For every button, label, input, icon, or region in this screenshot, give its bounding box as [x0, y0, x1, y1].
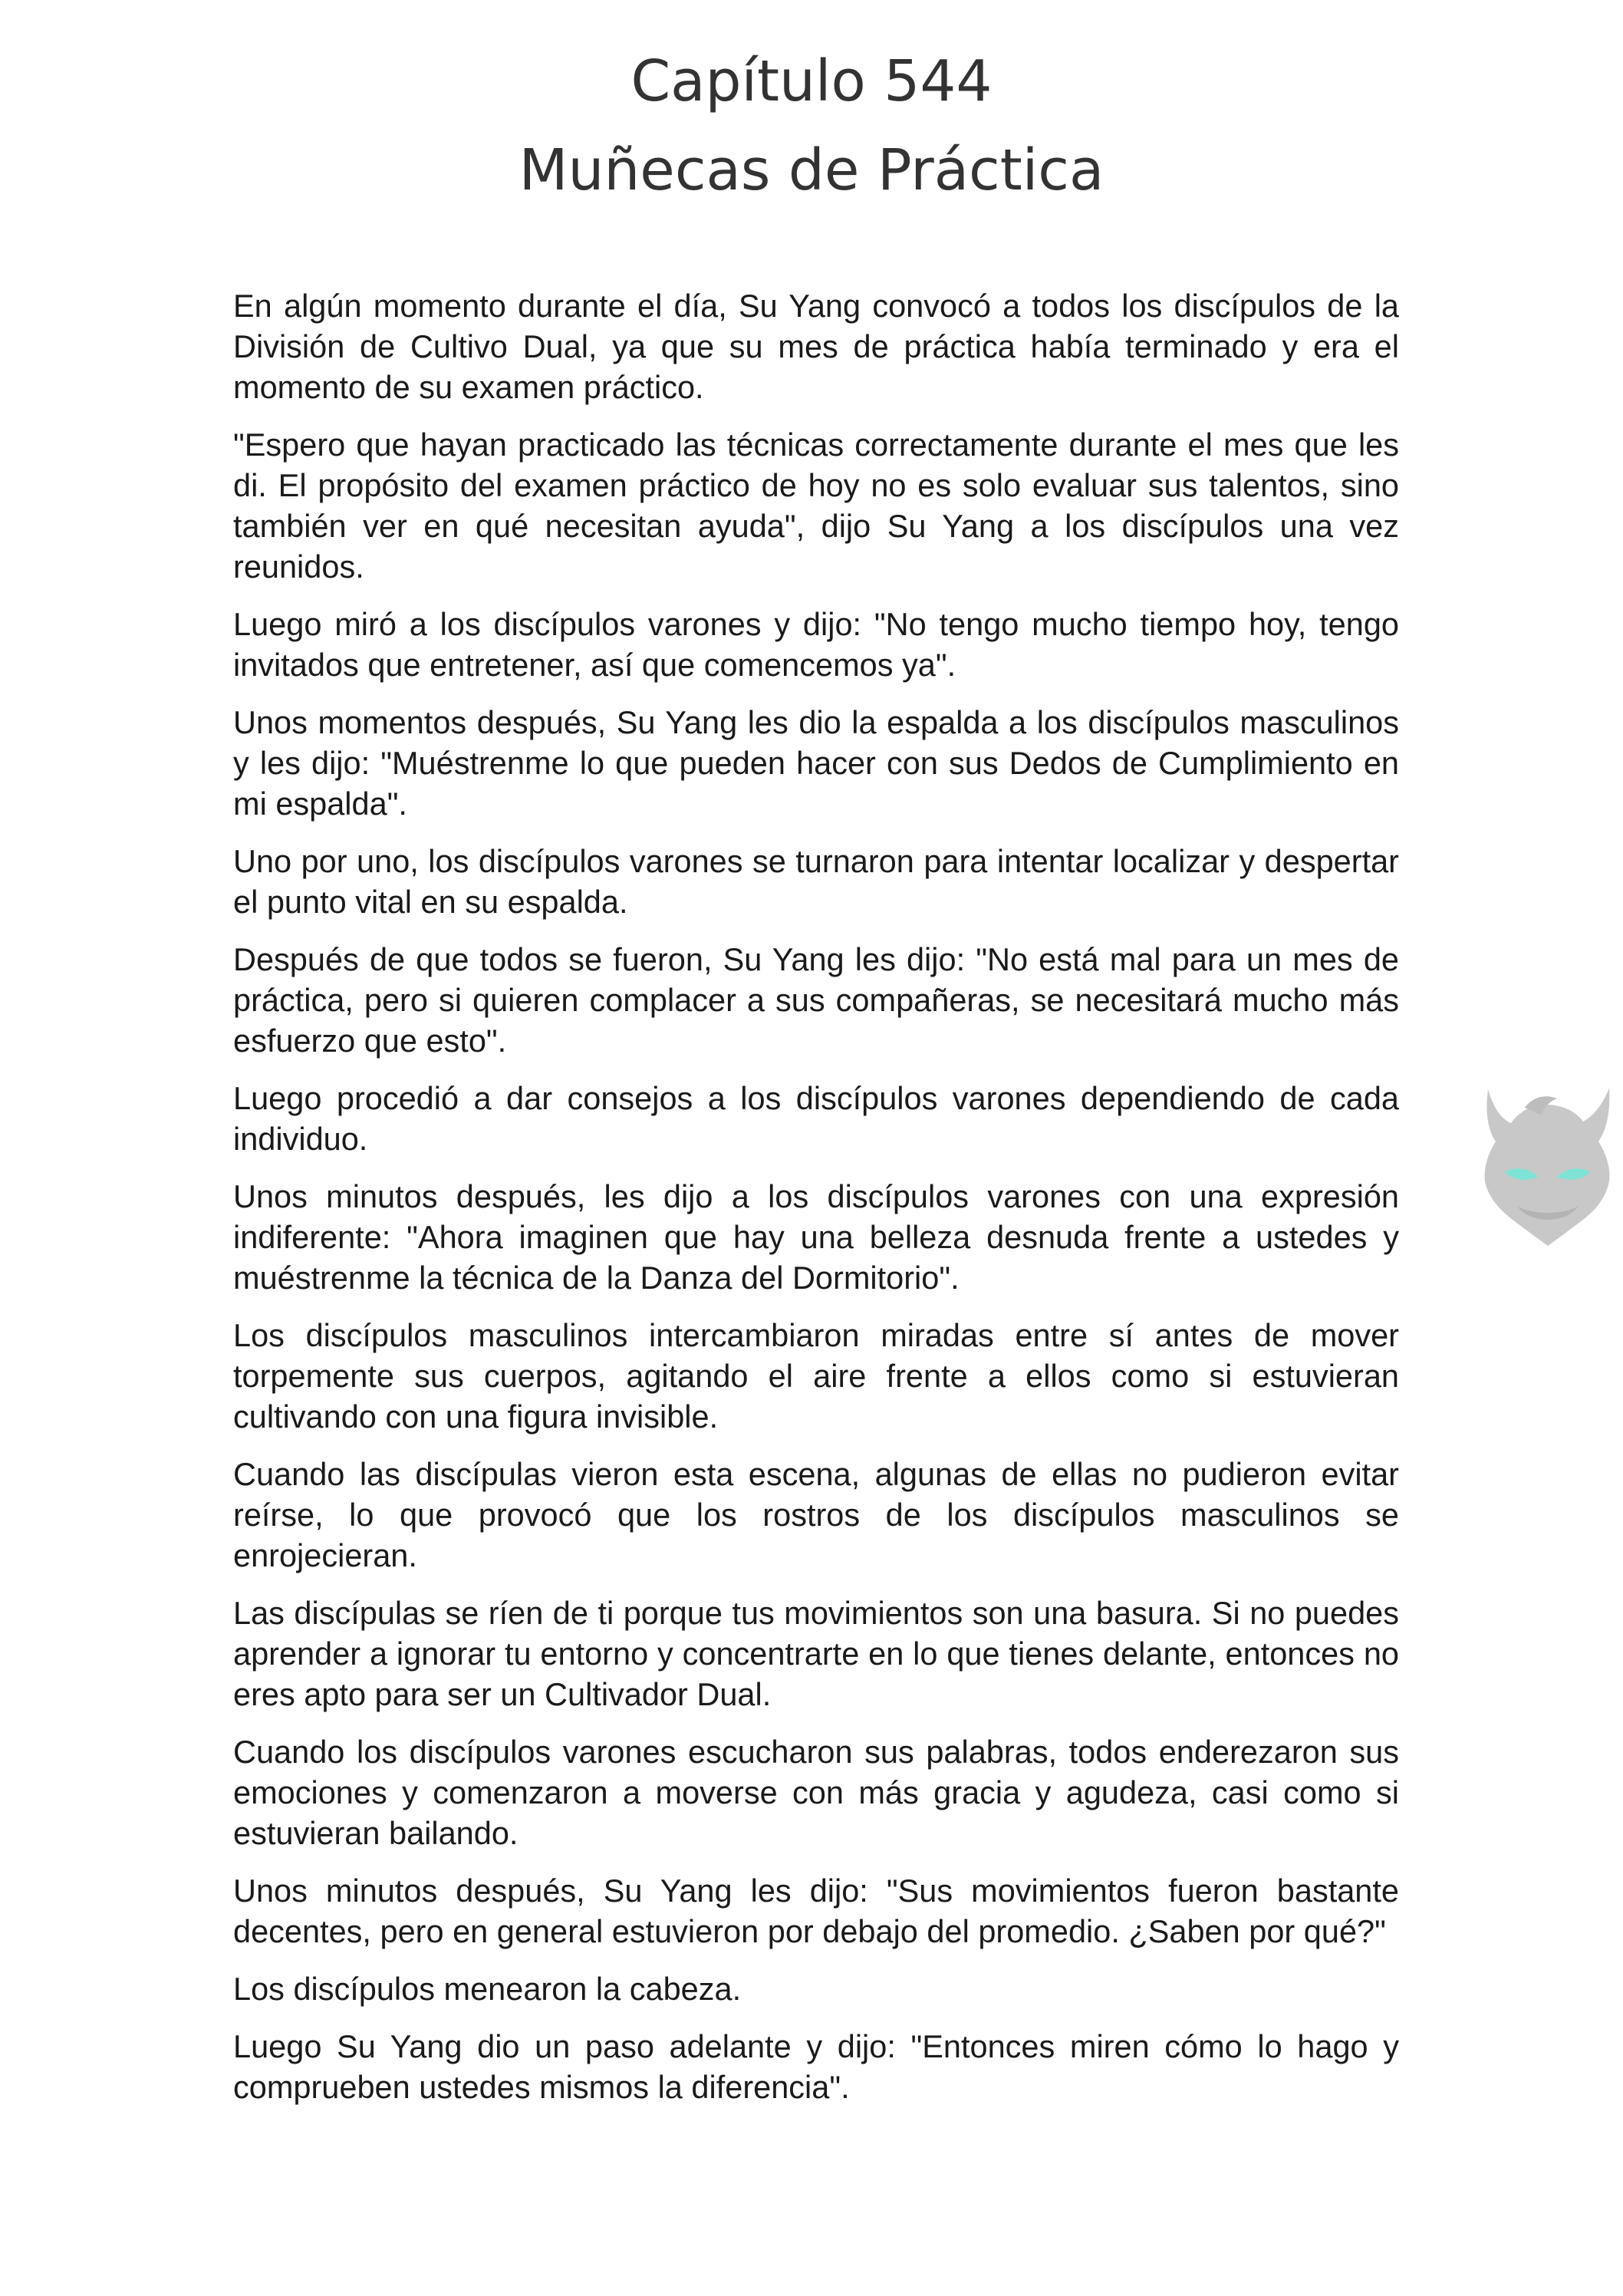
paragraph: Unos momentos después, Su Yang les dio la espalda a los discípulos masculinos y les dijo: "Muéstrenme lo que pueden hacer con sus Dedos de Cumplimiento en mi espalda". — [233, 704, 1399, 822]
paragraph: Unos minutos después, Su Yang les dijo: "Sus movimientos fueron bastante decentes, pero en general estuvieron por debajo del promedio. ¿Saben por qué?" — [233, 1873, 1399, 1949]
paragraph: Los discípulos menearon la cabeza. — [233, 1971, 742, 2007]
paragraph: Cuando los discípulos varones escucharon sus palabras, todos enderezaron sus emociones y comenzaron a moverse con más gracia y agudeza, casi como si estuvieran bailando. — [233, 1734, 1399, 1851]
paragraph: Cuando las discípulas vieron esta escena, algunas de ellas no pudieron evitar reírse, lo que provocó que los rostros de los discípulos masculinos se enrojecieran. — [233, 1456, 1399, 1573]
chapter-header — [0, 37, 1623, 215]
chapter-number: Capítulo 544 — [630, 48, 993, 114]
paragraph: En algún momento durante el día, Su Yang convocó a todos los discípulos de la División de Cultivo Dual, ya que su mes de práctica había terminado y era el momento de su examen práctico. — [233, 288, 1399, 405]
chapter-title: Muñecas de Práctica — [519, 137, 1104, 203]
paragraph: Luego miró a los discípulos varones y dijo: "No tengo mucho tiempo hoy, tengo invitados que entretener, así que comencemos ya". — [233, 606, 1399, 683]
paragraph: Después de que todos se fueron, Su Yang les dijo: "No está mal para un mes de práctica, pero si quieren complacer a sus compañeras, se necesitará mucho más esfuerzo que esto". — [233, 941, 1399, 1059]
paragraph: Uno por uno, los discípulos varones se turnaron para intentar localizar y despertar el punto vital en su espalda. — [233, 843, 1399, 920]
chapter-body — [233, 285, 1399, 2124]
paragraph: Luego Su Yang dio un paso adelante y dijo: "Entonces miren cómo lo hago y comprueben ustedes mismos la diferencia". — [233, 2028, 1399, 2105]
paragraph: Unos minutos después, les dijo a los discípulos varones con una expresión indiferente: "Ahora imaginen que hay una belleza desnuda frente a ustedes y muéstrenme la técnica de la Danza del Dormitorio". — [233, 1178, 1399, 1296]
paragraph: "Espero que hayan practicado las técnicas correctamente durante el mes que les di. El propósito del examen práctico de hoy no es solo evaluar sus talentos, sino también ver en qué necesitan ayuda", dijo Su Yang a los discípulos una vez reunidos. — [233, 427, 1399, 585]
paragraph: Luego procedió a dar consejos a los discípulos varones dependiendo de cada individuo. — [233, 1080, 1399, 1157]
demon-head-icon — [1471, 1074, 1617, 1250]
paragraph: Los discípulos masculinos intercambiaron miradas entre sí antes de mover torpemente sus cuerpos, agitando el aire frente a ellos como si estuvieran cultivando con una figura invisible. — [233, 1317, 1399, 1435]
paragraph: Las discípulas se ríen de ti porque tus movimientos son una basura. Si no puedes aprender a ignorar tu entorno y concentrarte en lo que tienes delante, entonces no eres apto para ser un Cultivador Dual. — [233, 1595, 1399, 1712]
